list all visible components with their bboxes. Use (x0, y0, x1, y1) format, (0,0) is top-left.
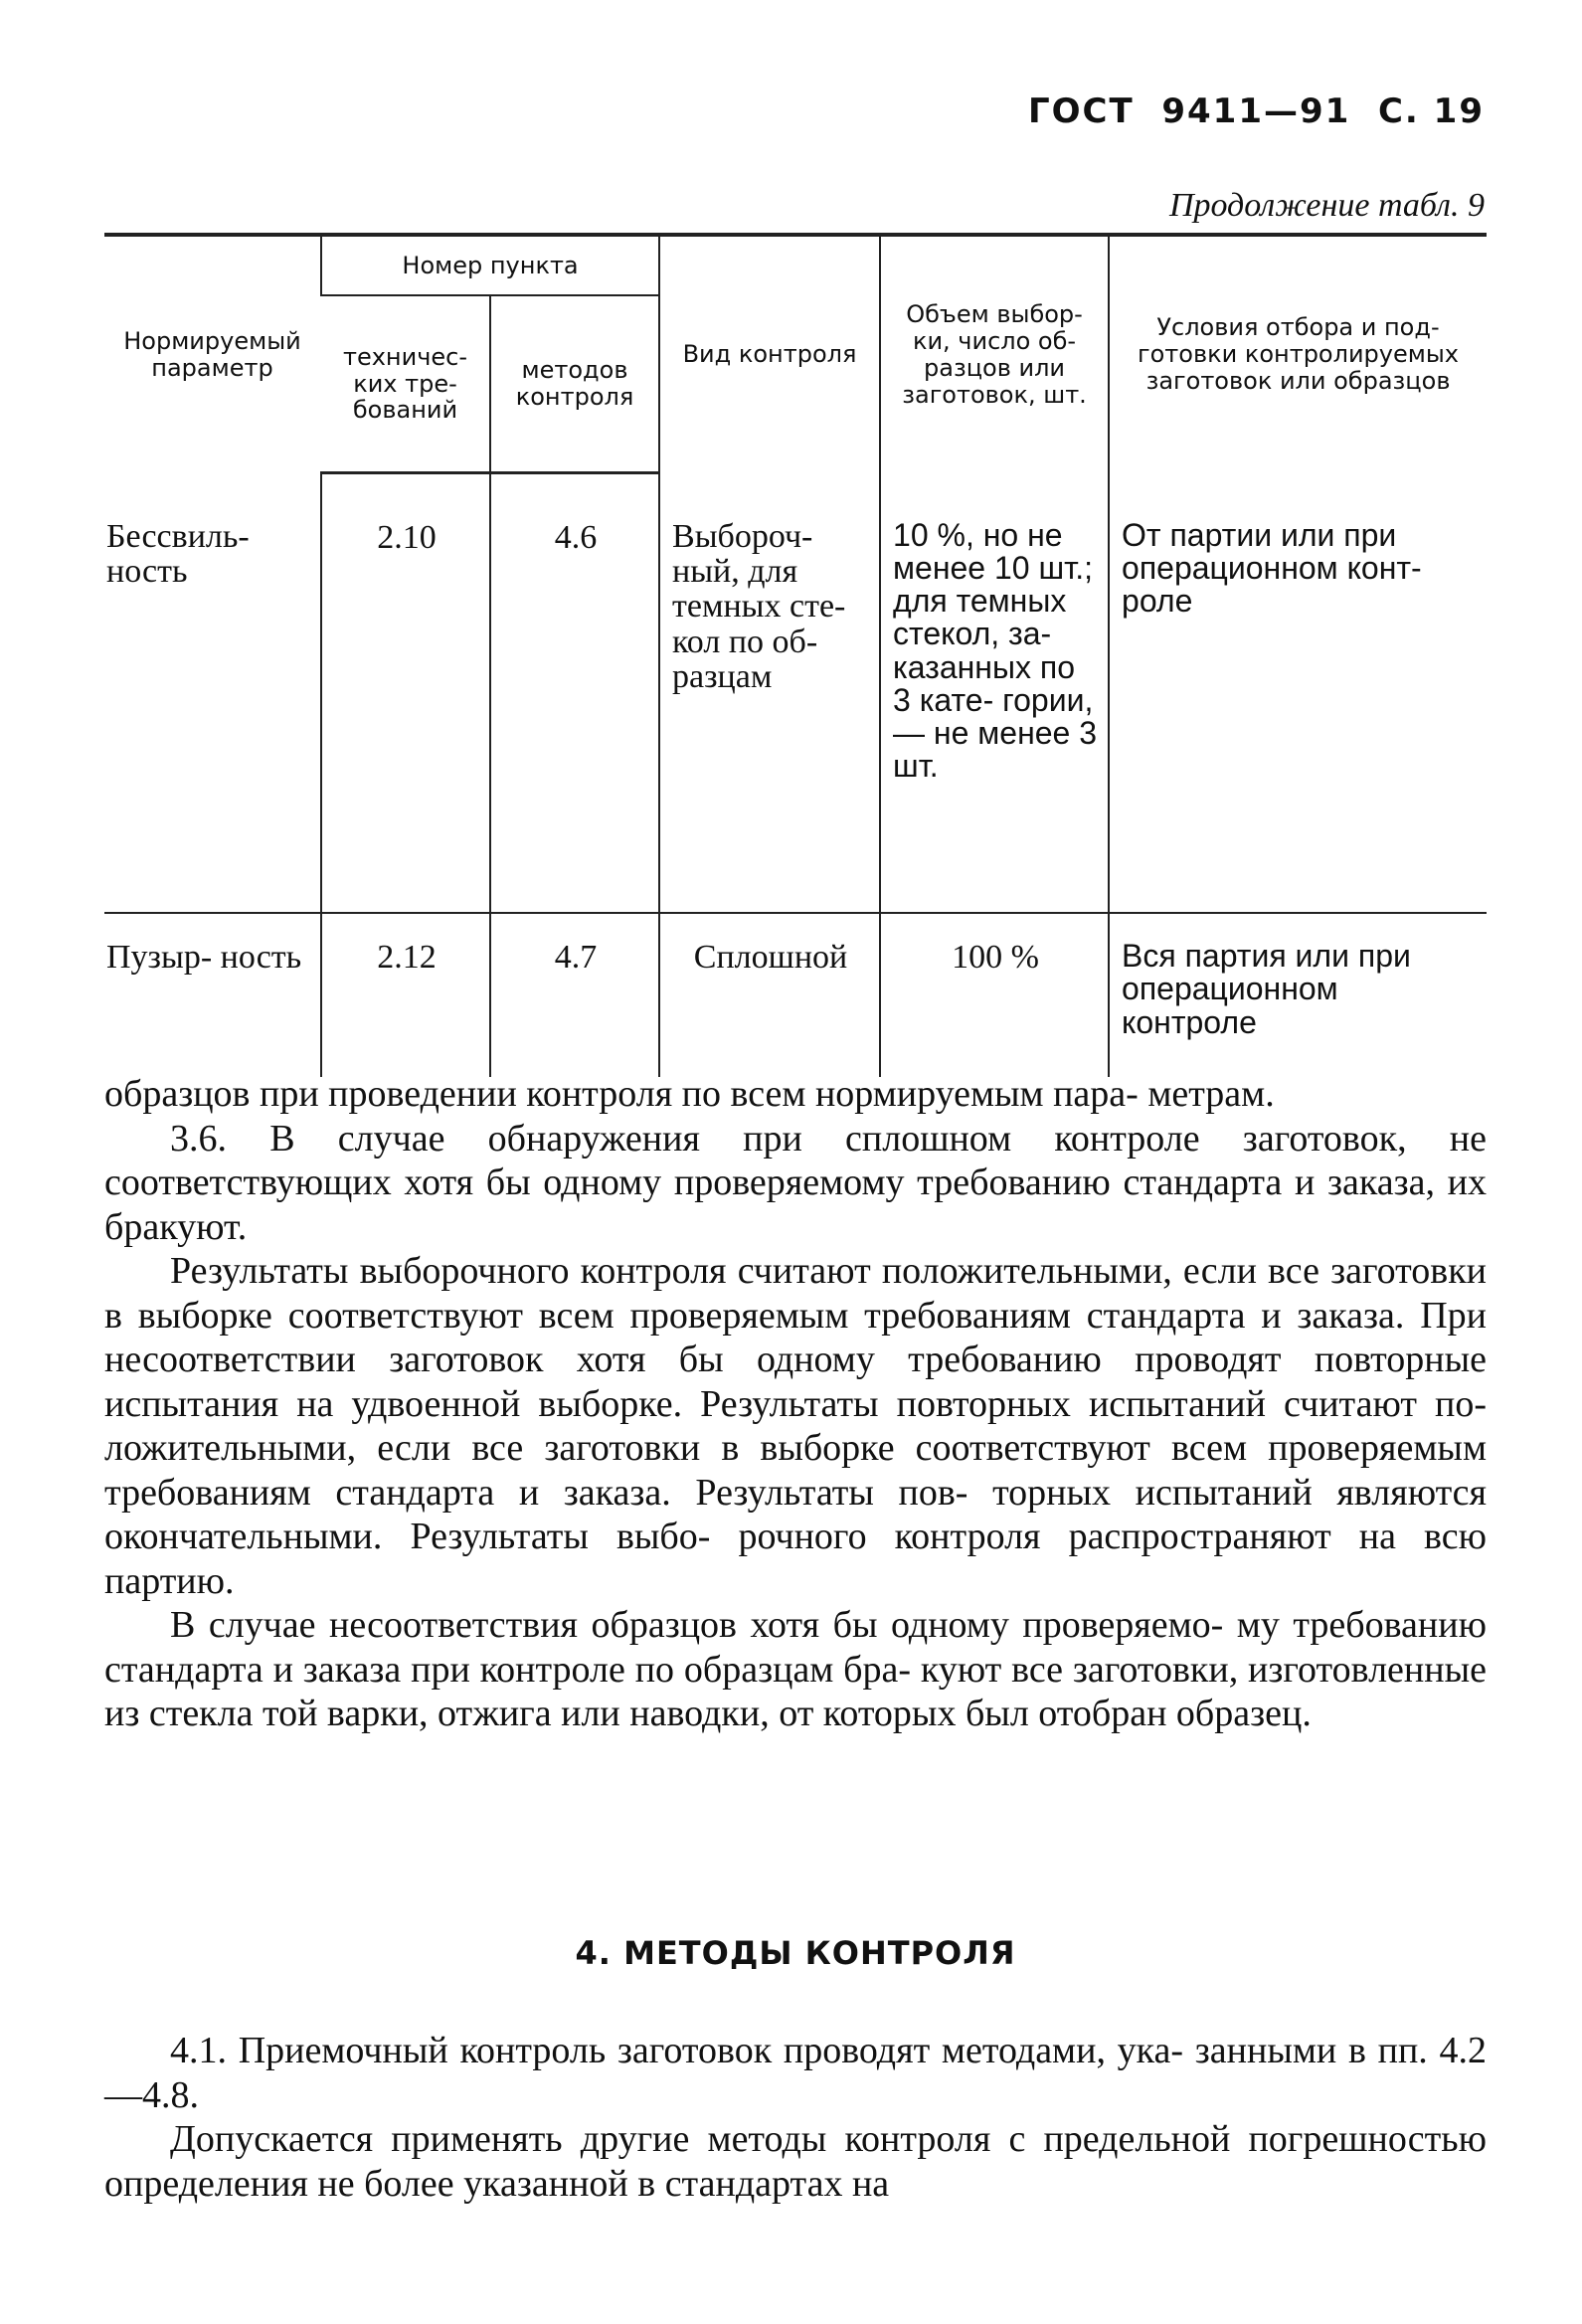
col-header-item-number: Номер пункта (321, 235, 659, 295)
paragraph: Результаты выборочного контроля считают положительными, если все заготовки в выборке соответствуют всем проверяемым требованиям стандарта и заказа. При несоответствии заготовок хотя бы одному требованию проводят повторные испытания на удвоенной выборке. Результаты повторных испытаний считают по- ложительными, если все заготовки в выборке соответствуют всем проверяемым требованиям стандарта и заказа. Результаты пов- торных испытаний являются окончательными. Результаты выбо- рочного контроля распространяют на всю партию. (104, 1250, 1487, 1602)
paragraph-3-6: 3.6. В случае обнаружения при сплошном контроле заготовок, не соответствующих хотя бы одному проверяемому требованию стандарта и заказа, их бракуют. (104, 1117, 1487, 1248)
cell-tech-requirements: 2.10 (321, 473, 490, 914)
paragraph: образцов при проведении контроля по всем нормируемым пара- метрам. (104, 1073, 1275, 1115)
table-row (104, 473, 1487, 914)
col-header-tech-requirements: техничес- ких тре- бований (321, 295, 490, 473)
col-header-sample-size: Объем выбор- ки, число об- разцов или заготовок, шт. (880, 235, 1109, 473)
cell-control-methods: 4.6 (490, 473, 659, 914)
cell-sample-size: 10 %, но не менее 10 шт.; для темных стекол, за- казанных по 3 кате- гории, — не менее 3 шт. (880, 473, 1109, 914)
col-header-parameter: Нормируемый параметр (104, 235, 321, 473)
col-header-control-methods: методов контроля (490, 295, 659, 473)
page-header: ГОСТ 9411—91 С. 19 (1027, 91, 1485, 131)
cell-tech-requirements: 2.12 (321, 913, 490, 1077)
cell-conditions: Вся партия или при операционном контроле (1109, 913, 1487, 1077)
paragraph: Допускается применять другие методы контроля с предельной погрешностью определения не более указанной в стандартах на (104, 2118, 1487, 2205)
cell-control-methods: 4.7 (490, 913, 659, 1077)
table-continuation-label: Продолжение табл. 9 (1168, 187, 1485, 224)
body-text (104, 1072, 1487, 1736)
cell-sample-size: 100 % (880, 913, 1109, 1077)
paragraph: В случае несоответствия образцов хотя бы одному проверяемо- му требованию стандарта и заказа при контроле по образцам бра- куют все заготовки, изготовленные из стекла той варки, отжига или наводки, от которых был отобран образец. (104, 1604, 1487, 1734)
table-row (104, 913, 1487, 1077)
cell-conditions: От партии или при операционном конт- роле (1109, 473, 1487, 914)
cell-control-type: Сплошной (659, 913, 880, 1077)
control-table (104, 233, 1487, 1077)
section-title: 4. МЕТОДЫ КОНТРОЛЯ (575, 1934, 1016, 1972)
cell-control-type: Выбороч- ный, для темных сте- кол по об- разцам (659, 473, 880, 914)
col-header-conditions: Условия отбора и под- готовки контролируемых заготовок или образцов (1109, 235, 1487, 473)
col-header-control-type: Вид контроля (659, 235, 880, 473)
cell-parameter: Бессвиль- ность (104, 473, 321, 914)
paragraph-4-1: 4.1. Приемочный контроль заготовок проводят методами, ука- занными в пп. 4.2—4.8. (104, 2030, 1487, 2116)
section-text (104, 2029, 1487, 2206)
cell-parameter: Пузыр- ность (106, 939, 302, 976)
